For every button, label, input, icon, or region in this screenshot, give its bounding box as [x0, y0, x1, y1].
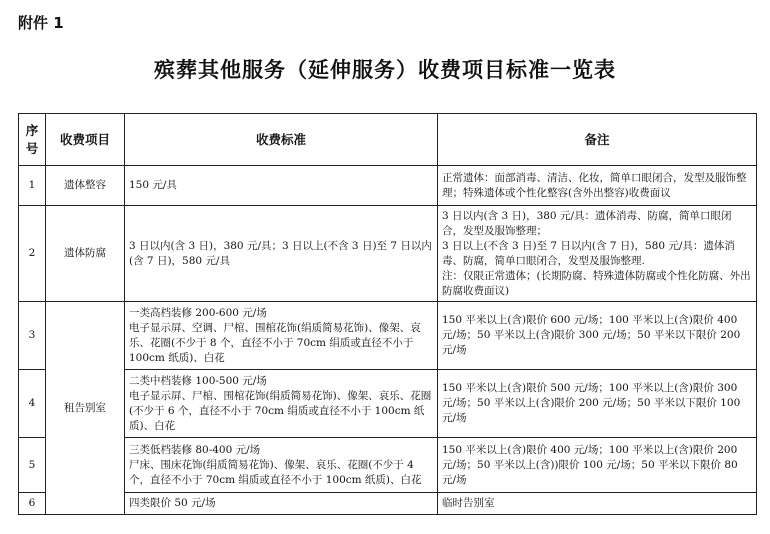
row-item: 遗体防腐: [46, 206, 125, 302]
table-row: [19, 166, 757, 206]
table-row: [19, 206, 757, 302]
row-standard: 150 元/具: [125, 166, 438, 206]
table-row: [19, 302, 757, 370]
row-remark: 150 平米以上(含)限价 500 元/场；100 平米以上(含)限价 300 元/场；50 平米以上(含)限价 200 元/场；50 平米以下限价 100 元/场: [438, 370, 757, 438]
header-standard: 收费标准: [125, 114, 438, 166]
row-remark: 150 平米以上(含)限价 400 元/场；100 平米以上(含)限价 200 元/场；50 平米以上(含))限价 100 元/场；50 平米以下限价 80 元/场: [438, 438, 757, 493]
table-row: [19, 370, 757, 438]
header-no: 序 号: [19, 114, 46, 166]
row-remark: 150 平米以上(含)限价 600 元/场；100 平米以上(含)限价 400 元/场；50 平米以上(含)限价 300 元/场；50 平米以下限价 200 元/场: [438, 302, 757, 370]
row-no: 4: [19, 370, 46, 438]
header-item: 收费项目: [46, 114, 125, 166]
row-no: 1: [19, 166, 46, 206]
document-title: 殡葬其他服务（延伸服务）收费项目标准一览表: [154, 57, 616, 82]
row-no: 2: [19, 206, 46, 302]
fee-table: [18, 113, 757, 515]
table-row: [19, 438, 757, 493]
row-no: 3: [19, 302, 46, 370]
row-no: 5: [19, 438, 46, 493]
row-standard: 二类中档装修 100-500 元/场 电子显示屏、尸棺、围棺花饰(绢质简易花饰)、像架、哀乐、花圈(不少于 6 个，直径不小于 70cm 绢质或直径不小于 100cm 纸质)、白花: [125, 370, 438, 438]
table-row: [19, 493, 757, 515]
row-standard: 三类低档装修 80-400 元/场 尸床、围床花饰(绢质简易花饰)、像架、哀乐、花圈(不少于 4 个，直径不小于 70cm 绢质或直径不小于 100cm 纸质)、白花: [125, 438, 438, 493]
row-standard: 四类限价 50 元/场: [125, 493, 438, 515]
row-item-merged: 租告别室: [46, 302, 125, 515]
row-remark: 临时告别室: [438, 493, 757, 515]
row-standard: 一类高档装修 200-600 元/场 电子显示屏、空调、尸棺、围棺花饰(绢质简易花饰)、像架、哀乐、花圈(不少于 8 个，直径不小于 70cm 绢质或直径不小于 100cm 纸质)、白花: [125, 302, 438, 370]
row-remark: 3 日以内(含 3 日)，380 元/具：遗体消毒、防腐，简单口眼闭合，发型及服饰整理； 3 日以上(不含 3 日)至 7 日以内(含 7 日)，580 元/具：遗体消毒、防腐，简单口眼闭合，发型及服饰整理. 注：仅限正常遗体；(长期防腐、特殊遗体防腐或个性化防腐、外出防腐收费面议): [438, 206, 757, 302]
table-header-row: [19, 114, 757, 166]
attachment-label: 附件 1: [18, 14, 64, 32]
row-standard: 3 日以内(含 3 日)，380 元/具；3 日以上(不含 3 日)至 7 日以内(含 7 日)，580 元/具: [125, 206, 438, 302]
row-no: 6: [19, 493, 46, 515]
row-item: 遗体整容: [46, 166, 125, 206]
header-remark: 备注: [438, 114, 757, 166]
row-remark: 正常遗体：面部消毒、清洁、化妆，简单口眼闭合，发型及服饰整理；特殊遗体或个性化整容(含外出整容)收费面议: [438, 166, 757, 206]
